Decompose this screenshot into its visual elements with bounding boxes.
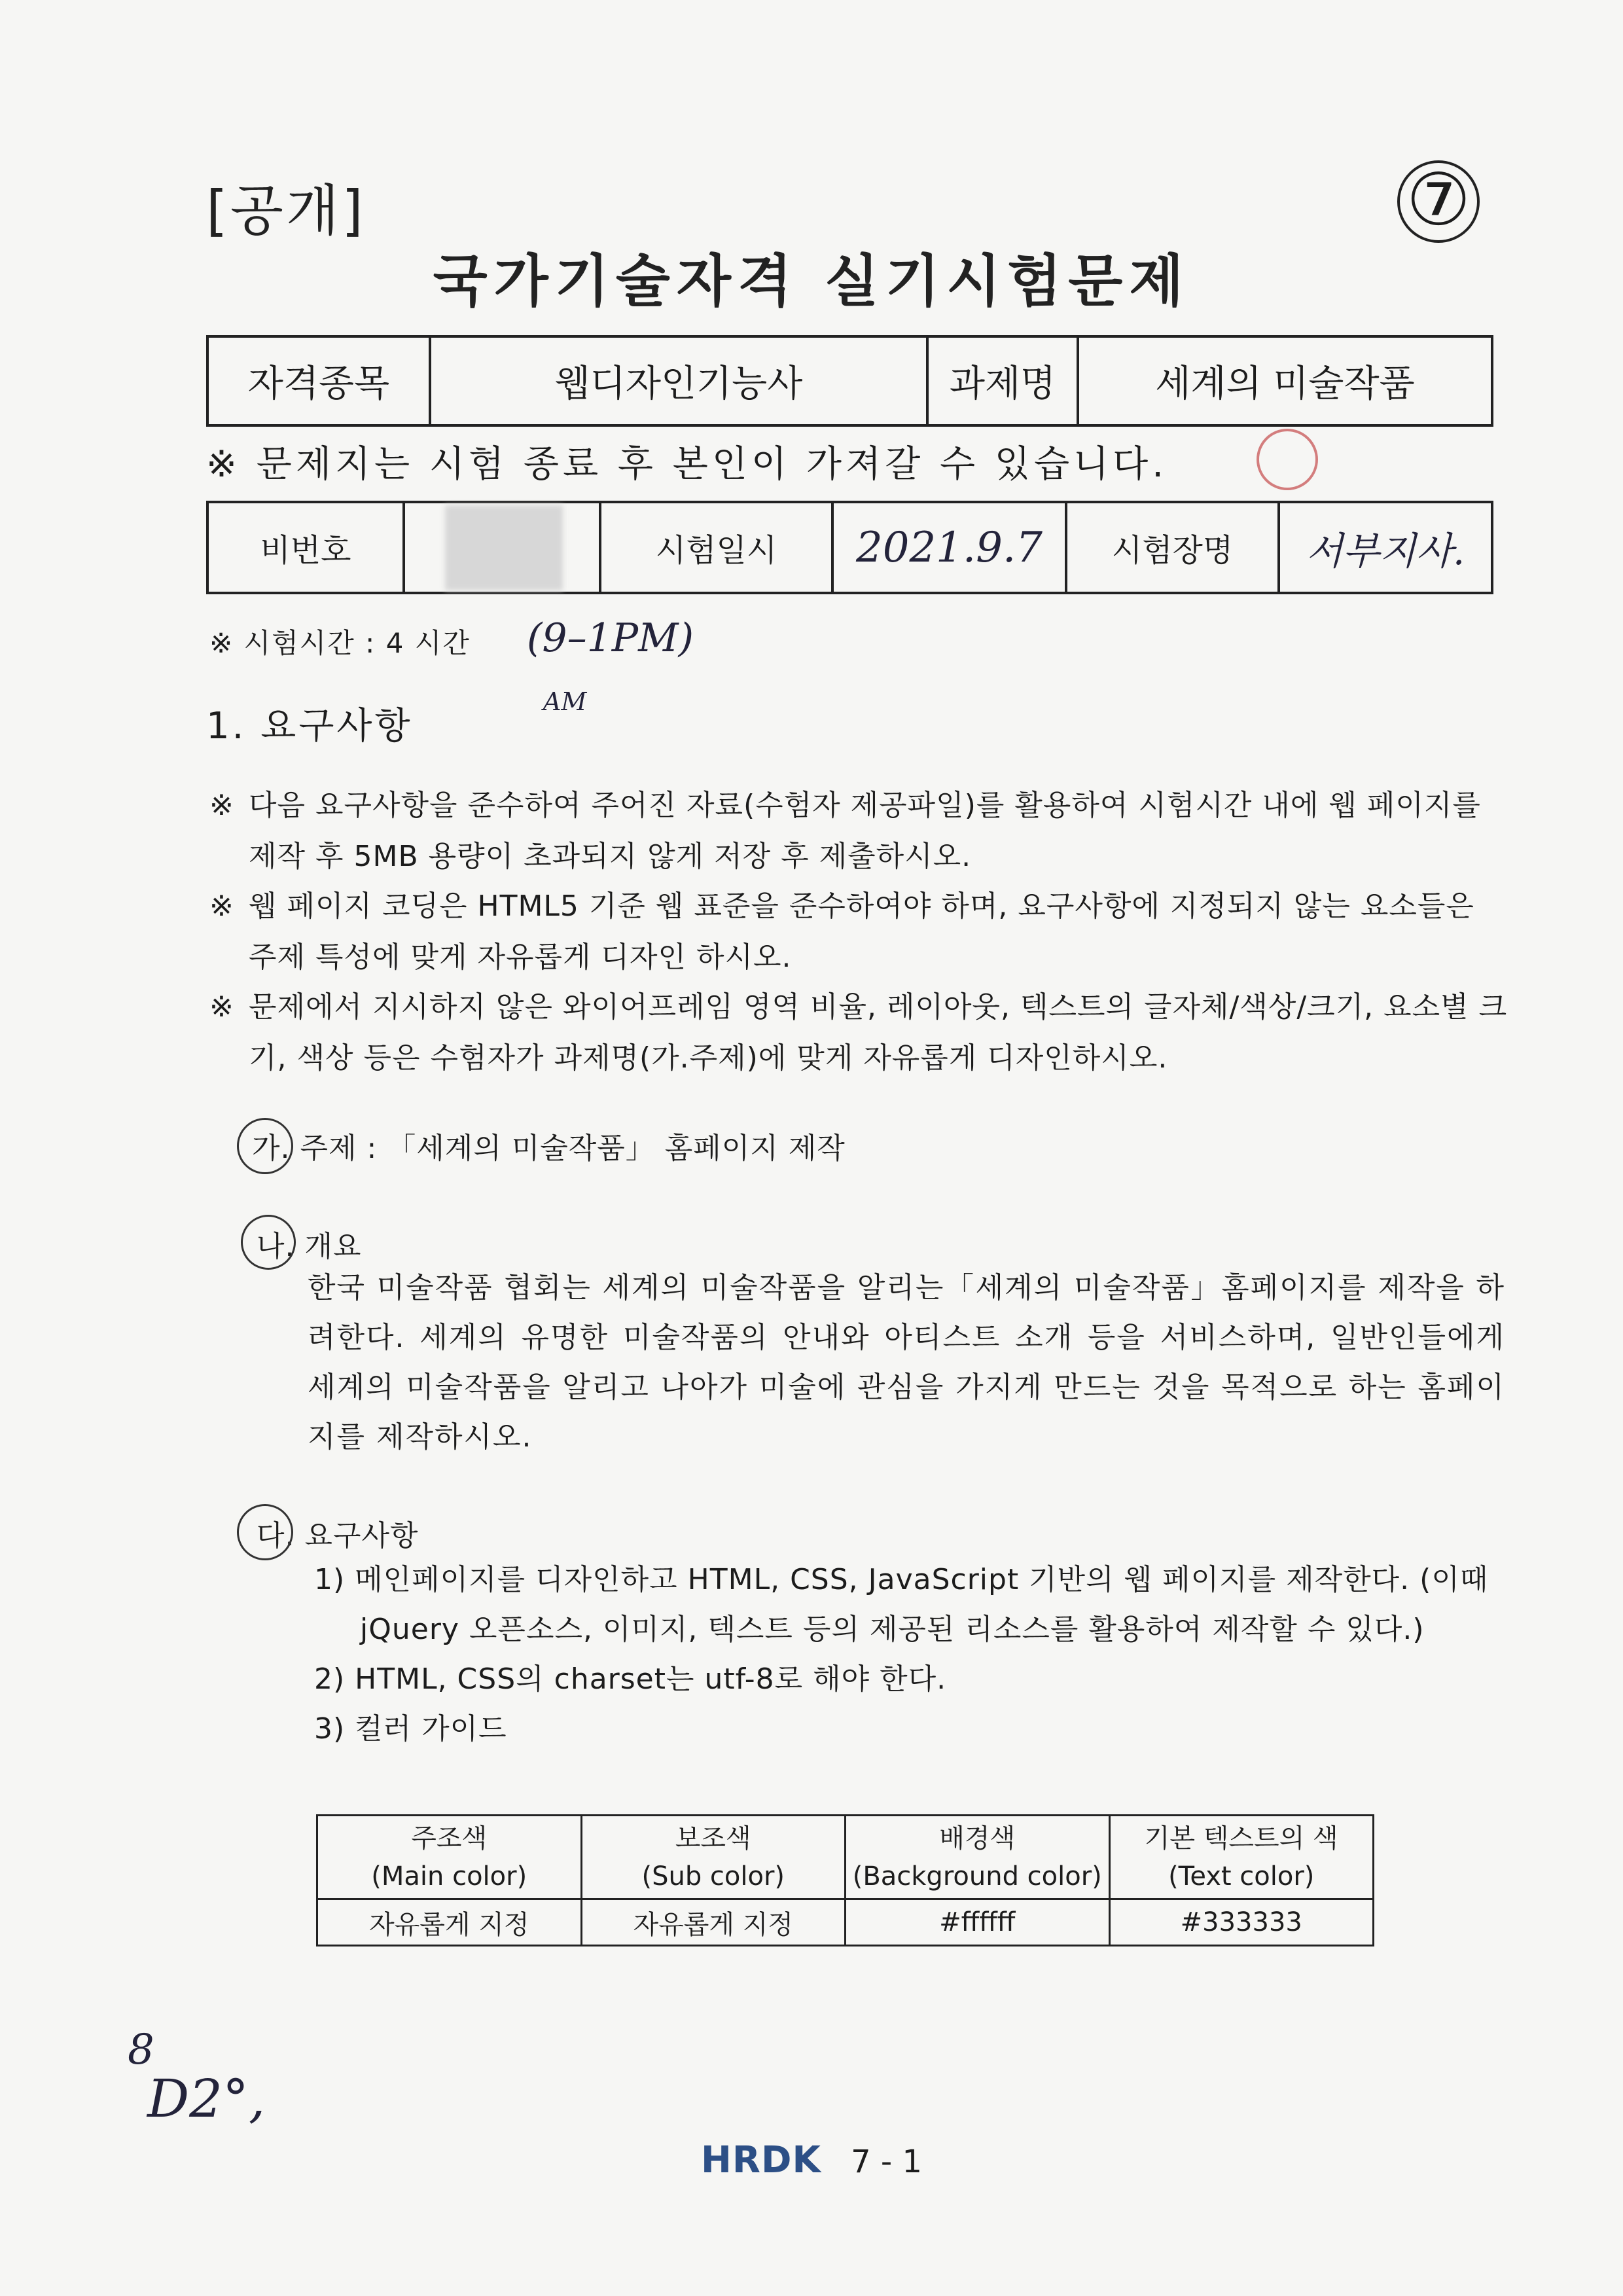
header-en: (Main color) xyxy=(371,1861,527,1892)
section-title: 1. 요구사항 xyxy=(206,705,413,747)
page-footer xyxy=(0,2139,1623,2181)
exam-date-value: 2021.9.7 xyxy=(832,502,1066,593)
part-da-heading: 다. 요구사항 xyxy=(257,1519,419,1552)
requirement-item xyxy=(209,780,1512,882)
task-name-label: 과제명 xyxy=(927,336,1078,425)
header-ko: 보조색 xyxy=(675,1823,751,1854)
handwritten-time-note: (9–1PM) xyxy=(527,615,694,661)
part-ga-heading xyxy=(252,1124,846,1166)
list-item: 1) 메인페이지를 디자인하고 HTML, CSS, JavaScript 기반의 웹 페이지를 제작한다. (이때 jQuery 오픈소스, 이미지, 텍스트 등의 제공된 리소스를 활용하여 제작할 수 있다.) xyxy=(314,1563,1489,1646)
requirement-item xyxy=(209,881,1512,983)
requirement-text: 문제에서 지시하지 않은 와이어프레임 영역 비율, 레이아웃, 텍스트의 글자체/색상/크기, 요소별 크기, 색상 등은 수험자가 과제명(가.주제)에 맞게 자유롭게 디자인하시오. xyxy=(249,990,1508,1075)
problem-number: ⑦ xyxy=(1406,158,1471,242)
requirement-item xyxy=(209,982,1512,1084)
exam-date-label: 시험일시 xyxy=(600,502,832,593)
handwritten-score-note-2: D2°, xyxy=(147,2068,266,2129)
overview-paragraph: 한국 미술작품 협회는 세계의 미술작품을 알리는「세계의 미술작품」홈페이지를 제작을 하려한다. 세계의 유명한 미술작품의 안내와 아티스트 소개 등을 서비스하며, 일반인들에게 세계의 미술작품을 알리고 나아가 미술에 관심을 가지게 만드는 것을 목적으로 하는 홈페이지를 제작하시오. xyxy=(308,1271,1505,1454)
header-en: (Text color) xyxy=(1168,1861,1315,1892)
header-ko: 기본 텍스트의 색 xyxy=(1144,1823,1338,1854)
main-color-value: 자유롭게 지정 xyxy=(317,1899,582,1946)
header-ko: 배경색 xyxy=(939,1823,1016,1854)
header-background-color xyxy=(846,1816,1110,1899)
exam-site-value: 서부지사. xyxy=(1279,502,1492,593)
sub-color-value: 자유롭게 지정 xyxy=(581,1899,846,1946)
notice-text: ※ 문제지는 시험 종료 후 본인이 가져갈 수 있습니다. xyxy=(206,443,1168,486)
header-text-color xyxy=(1109,1816,1374,1899)
page-title: 국가기술자격 실기시험문제 xyxy=(433,249,1190,314)
note-mark: ※ xyxy=(209,789,234,822)
requirements-list xyxy=(314,1555,1505,1754)
note-mark: ※ xyxy=(209,990,234,1024)
note-mark: ※ xyxy=(209,889,234,923)
handwritten-score-note: 8 xyxy=(128,2026,154,2074)
red-stamp xyxy=(1257,429,1318,490)
header-ko: 주조색 xyxy=(411,1823,488,1854)
part-ga-label: 가. 주제 : xyxy=(252,1132,378,1165)
handwritten-circle xyxy=(241,1215,296,1270)
handwritten-am-note: AM xyxy=(543,687,587,716)
handwritten-circle xyxy=(237,1118,293,1174)
problem-number-circle xyxy=(1397,160,1480,243)
qualification-value: 웹디자인기능사 xyxy=(430,336,927,425)
part-ga-value: 「세계의 미술작품」 홈페이지 제작 xyxy=(387,1132,846,1165)
redaction-block xyxy=(445,505,563,590)
document-status-label: [공개] xyxy=(206,179,366,243)
header-sub-color xyxy=(581,1816,846,1899)
qualification-label: 자격종목 xyxy=(207,336,430,425)
header-main-color xyxy=(317,1816,582,1899)
exam-info-table xyxy=(206,501,1493,594)
qualification-table xyxy=(206,335,1493,427)
background-color-value: #ffffff xyxy=(846,1899,1110,1946)
page-number: 7 - 1 xyxy=(851,2144,923,2180)
part-na-heading: 나. 개요 xyxy=(257,1230,362,1263)
list-item: 2) HTML, CSS의 charset는 utf-8로 해야 한다. xyxy=(314,1662,947,1696)
exam-time: ※ 시험시간 : 4 시간 xyxy=(209,627,471,659)
color-guide-table xyxy=(316,1814,1374,1946)
text-color-value: #333333 xyxy=(1109,1899,1374,1946)
list-item: 3) 컬러 가이드 xyxy=(314,1712,507,1746)
task-name-value: 세계의 미술작품 xyxy=(1078,336,1492,425)
requirement-text: 다음 요구사항을 준수하여 주어진 자료(수험자 제공파일)를 활용하여 시험시간 내에 웹 페이지를 제작 후 5MB 용량이 초과되지 않게 저장 후 제출하시오. xyxy=(249,789,1481,873)
header-en: (Background color) xyxy=(852,1861,1102,1892)
requirement-text: 웹 페이지 코딩은 HTML5 기준 웹 표준을 준수하여야 하며, 요구사항에 지정되지 않는 요소들은 주제 특성에 맞게 자유롭게 디자인 하시오. xyxy=(249,889,1474,974)
exam-site-label: 시험장명 xyxy=(1066,502,1279,593)
hrdk-logo: HRDK xyxy=(700,2139,821,2181)
secret-number-label: 비번호 xyxy=(207,502,404,593)
handwritten-circle xyxy=(237,1504,293,1560)
header-en: (Sub color) xyxy=(641,1861,785,1892)
